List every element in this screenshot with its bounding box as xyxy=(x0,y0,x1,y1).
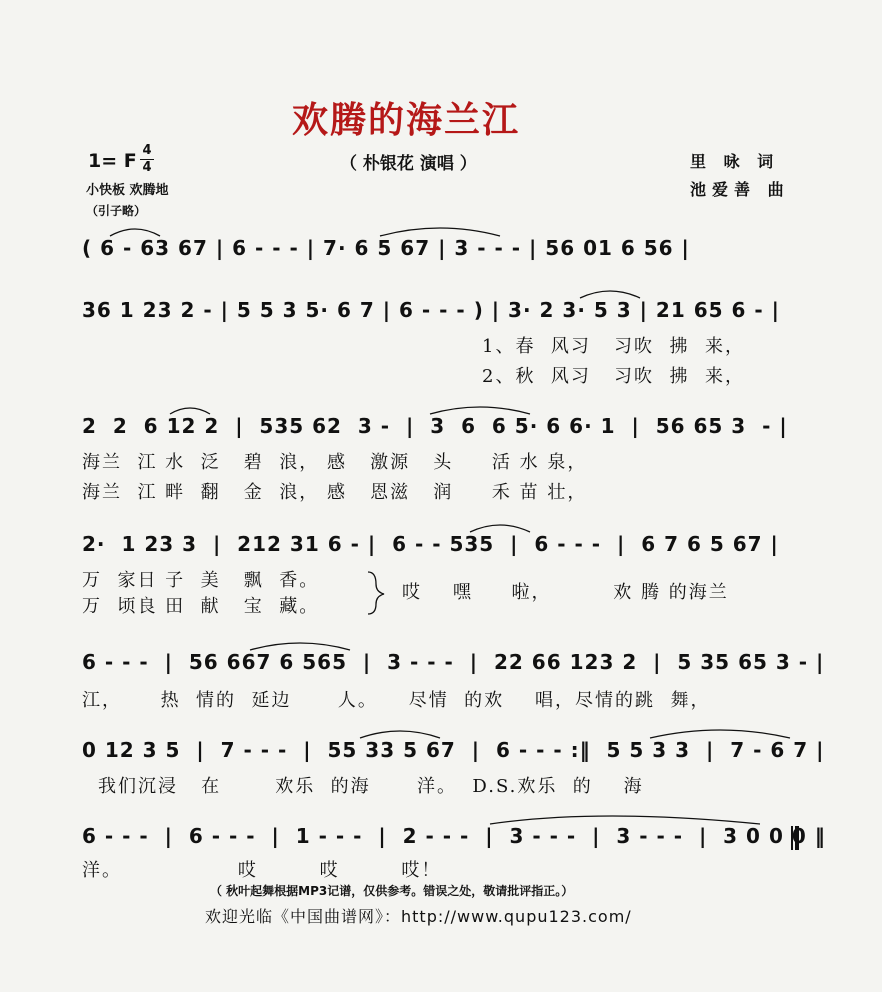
tempo-marking: 小快板 欢腾地 xyxy=(86,183,169,198)
lyric-line-7: 洋。 哎 哎 哎！ xyxy=(82,860,442,881)
score-line-2: 36 1 23 2 - | 5 5 3 5· 6 7 | 6 - - - ) | 3· 2 3· 5 3 | 21 65 6 - | xyxy=(82,298,780,322)
score-line-6: 0 12 3 5 | 7 - - - | 55 33 5 67 | 6 - - - :‖ 5 5 3 3 | 7 - 6 7 | xyxy=(82,738,825,762)
score-line-5: 6 - - - | 56 667 6 565 | 3 - - - | 22 66 123 2 | 5 35 65 3 - | xyxy=(82,650,825,674)
lyric-line-4-refrain: 哎 嘿 啦， 欢 腾 的海兰 xyxy=(402,582,729,603)
lyric-line-3-verse-2: 海兰 江 畔 翻 金 浪， 感 恩滋 润 禾 苗 壮， xyxy=(82,482,588,503)
score-line-3: 2 2 6 12 2 | 535 62 3 - | 3 6 6 5· 6 6· 1 | 56 65 3 - | xyxy=(82,414,788,438)
lyric-line-2-verse-1: 1、春 风习 习吹 拂 来， xyxy=(482,336,745,357)
transcription-note: （ 秋叶起舞根据MP3记谱，仅供参考。错误之处，敬请批评指正。） xyxy=(210,884,574,898)
key-signature: 1= F xyxy=(88,150,137,172)
website-footer: 欢迎光临《中国曲谱网》：http://www.qupu123.com/ xyxy=(205,907,632,926)
lyric-line-4-verse-2: 万 顷良 田 献 宝 藏。 xyxy=(82,596,320,617)
lyric-line-4-verse-1: 万 家日 子 美 飘 香。 xyxy=(82,570,320,591)
lyricist-credit: 里 咏 词 xyxy=(690,152,780,171)
lyric-line-6: 我们沉浸 在 欢乐 的海 洋。 D.S.欢乐 的 海 xyxy=(98,776,644,797)
intro-note: （引子略） xyxy=(86,204,147,218)
singer-credit: （ 朴银花 演唱 ） xyxy=(340,154,477,174)
lyric-line-2-verse-2: 2、秋 风习 习吹 拂 来， xyxy=(482,366,745,387)
composer-credit: 池爱善 曲 xyxy=(690,180,790,199)
score-line-4: 2· 1 23 3 | 212 31 6 - | 6 - - 535 | 6 - - - | 6 7 6 5 67 | xyxy=(82,532,779,556)
score-line-7: 6 - - - | 6 - - - | 1 - - - | 2 - - - | 3 - - - | 3 - - - | 3 0 0 0 ‖ xyxy=(82,824,826,848)
song-title: 欢腾的海兰江 xyxy=(292,100,521,141)
time-signature-bottom: 4 xyxy=(142,160,152,175)
score-line-1: ( 6 - 63 67 | 6 - - - | 7· 6 5 67 | 3 - - - | 56 01 6 56 | xyxy=(82,236,690,260)
lyric-line-5: 江， 热 情的 延边 人。 尽情 的欢 唱，尽情的跳 舞， xyxy=(82,690,711,711)
time-signature-top: 4 xyxy=(142,143,152,158)
lyric-line-3-verse-1: 海兰 江 水 泛 碧 浪， 感 激源 头 活 水 泉， xyxy=(82,452,588,473)
